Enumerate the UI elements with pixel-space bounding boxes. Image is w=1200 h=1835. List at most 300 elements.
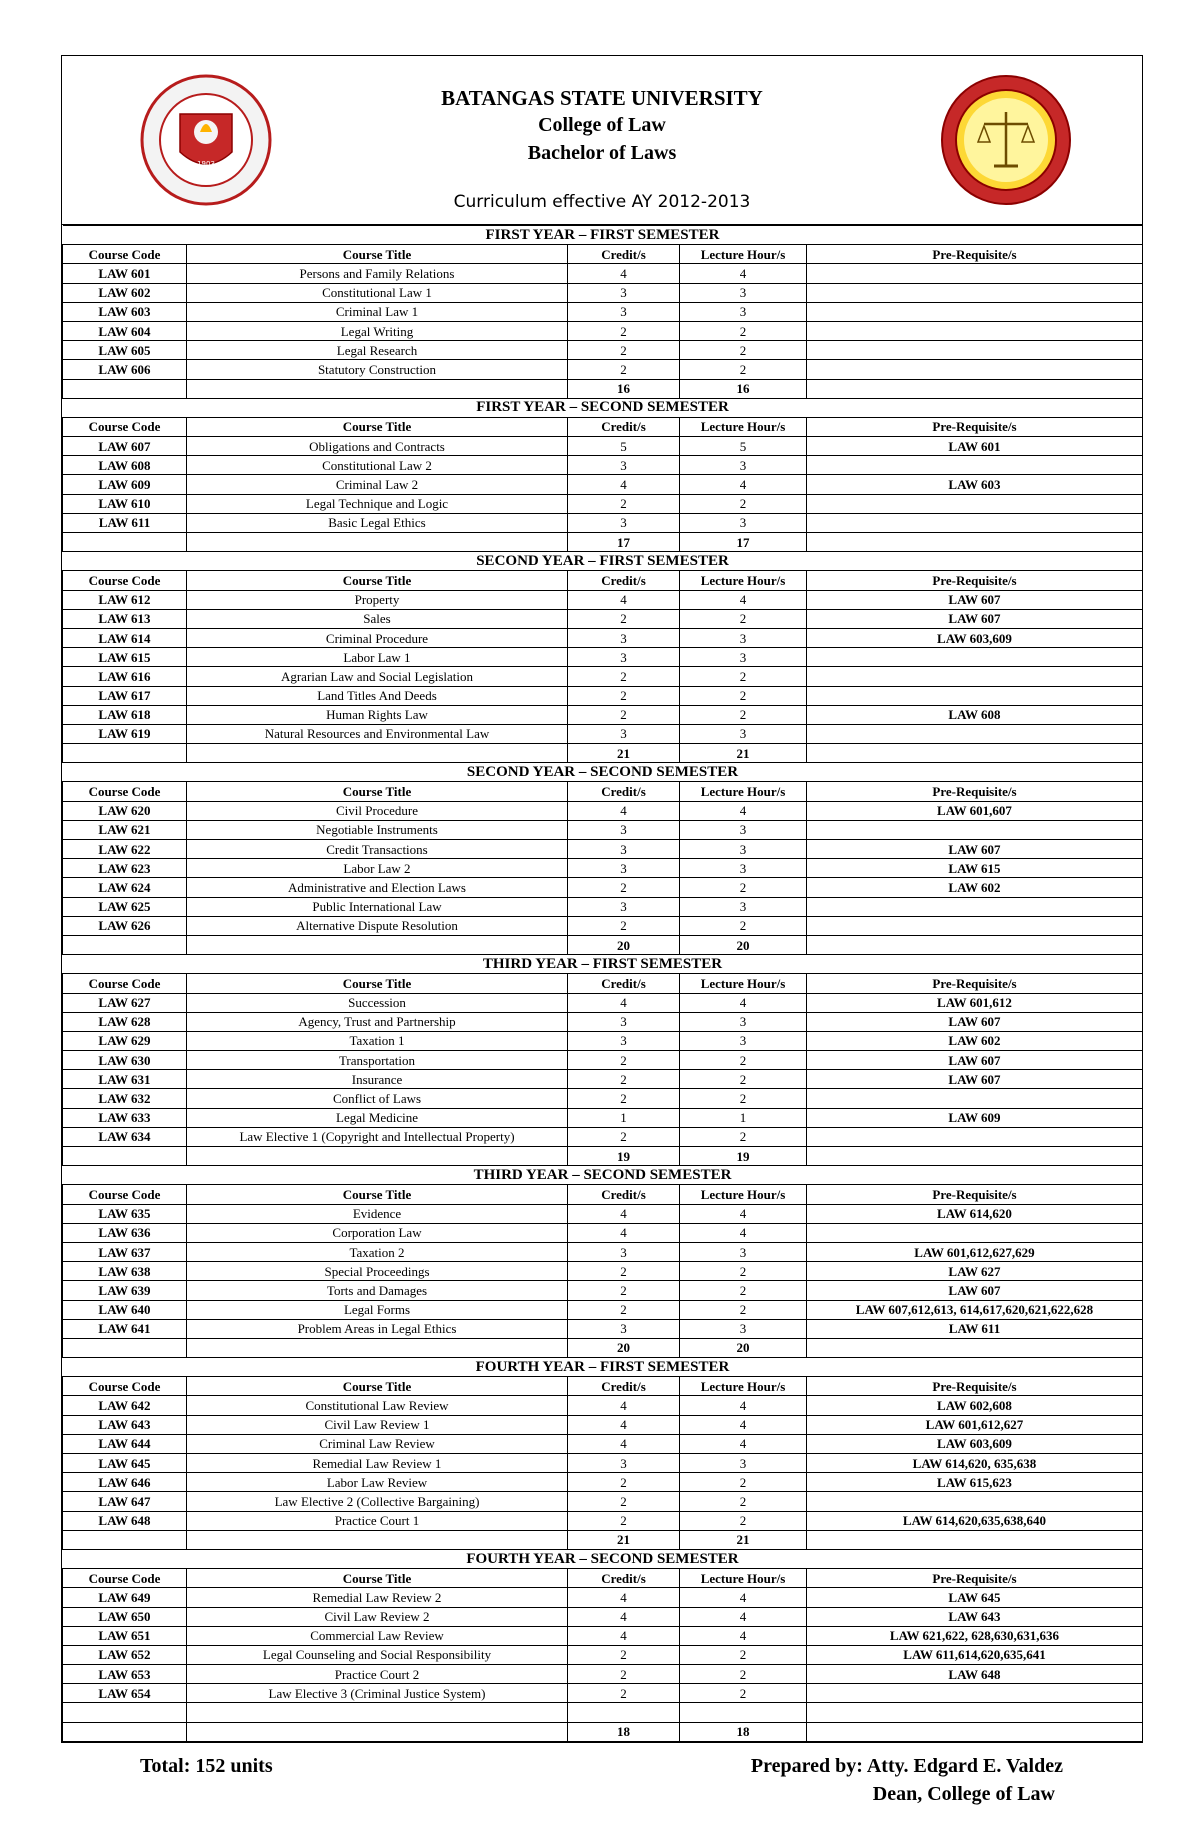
- total-blank: [187, 744, 568, 763]
- table-row: [63, 609, 1143, 628]
- credits: 2: [568, 1473, 680, 1492]
- prerequisites: [807, 494, 1143, 513]
- credits: 4: [568, 1626, 680, 1645]
- lecture-hours: 2: [680, 1665, 807, 1684]
- table-row: [63, 1588, 1143, 1607]
- total-hours: 20: [680, 935, 807, 954]
- table-row: [63, 513, 1143, 532]
- course-code: LAW 648: [63, 1511, 187, 1530]
- semester-title: FOURTH YEAR – FIRST SEMESTER: [63, 1358, 1143, 1377]
- course-title: Torts and Damages: [187, 1281, 568, 1300]
- credits: 3: [568, 283, 680, 302]
- column-header-course-code: Course Code: [63, 782, 187, 801]
- course-title: Public International Law: [187, 897, 568, 916]
- lecture-hours: 2: [680, 1051, 807, 1070]
- semester-total-row: [63, 1722, 1143, 1741]
- course-code: LAW 620: [63, 801, 187, 820]
- column-header-prerequisites: Pre-Requisite/s: [807, 974, 1143, 993]
- table-row: [63, 1511, 1143, 1530]
- semester-title-row: [63, 398, 1143, 417]
- course-title: Taxation 1: [187, 1031, 568, 1050]
- table-row: [63, 1127, 1143, 1146]
- course-code: LAW 611: [63, 513, 187, 532]
- table-row: [63, 1434, 1143, 1453]
- lecture-hours: 2: [680, 360, 807, 379]
- column-header-lecture-hours: Lecture Hour/s: [680, 245, 807, 264]
- prerequisites: LAW 603,609: [807, 1434, 1143, 1453]
- credits: 2: [568, 1281, 680, 1300]
- lecture-hours: 2: [680, 321, 807, 340]
- course-code: LAW 605: [63, 341, 187, 360]
- column-header-prerequisites: Pre-Requisite/s: [807, 1185, 1143, 1204]
- prerequisites: [807, 360, 1143, 379]
- course-title: Legal Writing: [187, 321, 568, 340]
- prerequisites: LAW 608: [807, 705, 1143, 724]
- course-code: LAW 638: [63, 1262, 187, 1281]
- semester-title: FIRST YEAR – SECOND SEMESTER: [63, 398, 1143, 417]
- semester-title-row: [63, 1549, 1143, 1568]
- course-code: LAW 639: [63, 1281, 187, 1300]
- lecture-hours: 3: [680, 1242, 807, 1261]
- lecture-hours: 3: [680, 1454, 807, 1473]
- credits: 3: [568, 724, 680, 743]
- prerequisites: LAW 621,622, 628,630,631,636: [807, 1626, 1143, 1645]
- course-title: Natural Resources and Environmental Law: [187, 724, 568, 743]
- prerequisites: LAW 614,620, 635,638: [807, 1454, 1143, 1473]
- semester-title-row: [63, 226, 1143, 245]
- total-blank: [807, 935, 1143, 954]
- credits: 4: [568, 1223, 680, 1242]
- course-title: Succession: [187, 993, 568, 1012]
- column-header-row: [63, 1377, 1143, 1396]
- prerequisites: LAW 645: [807, 1588, 1143, 1607]
- lecture-hours: 2: [680, 1300, 807, 1319]
- course-code: LAW 635: [63, 1204, 187, 1223]
- course-title: Basic Legal Ethics: [187, 513, 568, 532]
- credits: 2: [568, 1645, 680, 1664]
- table-row: [63, 1626, 1143, 1645]
- column-header-course-code: Course Code: [63, 1569, 187, 1588]
- lecture-hours: 4: [680, 1434, 807, 1453]
- column-header-prerequisites: Pre-Requisite/s: [807, 1377, 1143, 1396]
- prerequisites: LAW 607: [807, 840, 1143, 859]
- lecture-hours: 3: [680, 840, 807, 859]
- table-row: [63, 1051, 1143, 1070]
- course-code: LAW 631: [63, 1070, 187, 1089]
- column-header-row: [63, 782, 1143, 801]
- credits: 3: [568, 1319, 680, 1338]
- lecture-hours: 2: [680, 609, 807, 628]
- table-row: [63, 1665, 1143, 1684]
- lecture-hours: 4: [680, 264, 807, 283]
- course-code: LAW 629: [63, 1031, 187, 1050]
- prerequisites: [807, 302, 1143, 321]
- credits: 2: [568, 667, 680, 686]
- total-units: Total: 152 units: [140, 1755, 273, 1777]
- course-title: Taxation 2: [187, 1242, 568, 1261]
- table-row: [63, 1262, 1143, 1281]
- column-header-row: [63, 571, 1143, 590]
- course-title: Law Elective 3 (Criminal Justice System): [187, 1684, 568, 1703]
- course-code: LAW 630: [63, 1051, 187, 1070]
- lecture-hours: 4: [680, 1588, 807, 1607]
- credits: 2: [568, 686, 680, 705]
- course-title: Law Elective 2 (Collective Bargaining): [187, 1492, 568, 1511]
- course-code: LAW 636: [63, 1223, 187, 1242]
- total-credits: 19: [568, 1147, 680, 1166]
- course-code: LAW 625: [63, 897, 187, 916]
- credits: 2: [568, 705, 680, 724]
- table-row: [63, 1223, 1143, 1242]
- credits: 3: [568, 820, 680, 839]
- table-row: [63, 456, 1143, 475]
- table-row: [63, 360, 1143, 379]
- total-hours: 16: [680, 379, 807, 398]
- course-title: Property: [187, 590, 568, 609]
- course-code: LAW 647: [63, 1492, 187, 1511]
- prerequisites: LAW 602: [807, 878, 1143, 897]
- column-header-prerequisites: Pre-Requisite/s: [807, 245, 1143, 264]
- total-blank: [187, 1722, 568, 1741]
- table-row: [63, 1300, 1143, 1319]
- lecture-hours: 2: [680, 1127, 807, 1146]
- course-title: Agrarian Law and Social Legislation: [187, 667, 568, 686]
- total-credits: 20: [568, 935, 680, 954]
- degree-name: Bachelor of Laws: [527, 142, 677, 164]
- credits: 2: [568, 341, 680, 360]
- table-row: [63, 1645, 1143, 1664]
- total-blank: [187, 1147, 568, 1166]
- lecture-hours: 3: [680, 1031, 807, 1050]
- table-row: [63, 437, 1143, 456]
- total-credits: 17: [568, 533, 680, 552]
- course-code: LAW 609: [63, 475, 187, 494]
- prerequisites: LAW 614,620,635,638,640: [807, 1511, 1143, 1530]
- total-blank: [187, 1530, 568, 1549]
- lecture-hours: 3: [680, 513, 807, 532]
- total-blank: [807, 379, 1143, 398]
- table-row: [63, 1684, 1143, 1703]
- course-title: Legal Forms: [187, 1300, 568, 1319]
- preparer-position: Dean, College of Law: [872, 1783, 1055, 1805]
- semester-title: FIRST YEAR – FIRST SEMESTER: [63, 226, 1143, 245]
- course-title: Sales: [187, 609, 568, 628]
- table-row: [63, 1108, 1143, 1127]
- table-row: [63, 1607, 1143, 1626]
- table-row: [63, 916, 1143, 935]
- course-title: Legal Research: [187, 341, 568, 360]
- total-blank: [187, 1338, 568, 1357]
- lecture-hours: 4: [680, 475, 807, 494]
- table-row: [63, 1415, 1143, 1434]
- course-title: Conflict of Laws: [187, 1089, 568, 1108]
- table-row: [63, 302, 1143, 321]
- total-blank: [807, 1147, 1143, 1166]
- table-row: [63, 897, 1143, 916]
- column-header-credits: Credit/s: [568, 1185, 680, 1204]
- lecture-hours: 4: [680, 1223, 807, 1242]
- lecture-hours: 2: [680, 1684, 807, 1703]
- prerequisites: [807, 1089, 1143, 1108]
- course-title: [187, 1703, 568, 1722]
- prepared-by: Prepared by: Atty. Edgard E. Valdez: [750, 1755, 1063, 1777]
- credits: 4: [568, 475, 680, 494]
- svg-text:1903: 1903: [197, 160, 215, 168]
- semester-title: SECOND YEAR – FIRST SEMESTER: [63, 552, 1143, 571]
- course-code: LAW 619: [63, 724, 187, 743]
- course-code: LAW 626: [63, 916, 187, 935]
- course-title: Practice Court 1: [187, 1511, 568, 1530]
- column-header-prerequisites: Pre-Requisite/s: [807, 417, 1143, 436]
- table-row: [63, 1242, 1143, 1261]
- table-row: [63, 1319, 1143, 1338]
- column-header-course-title: Course Title: [187, 974, 568, 993]
- course-title: Transportation: [187, 1051, 568, 1070]
- prerequisites: LAW 615: [807, 859, 1143, 878]
- prerequisites: LAW 615,623: [807, 1473, 1143, 1492]
- table-row: [63, 801, 1143, 820]
- credits: 4: [568, 264, 680, 283]
- credits: 4: [568, 1415, 680, 1434]
- curriculum-table-body: [63, 226, 1143, 1742]
- total-credits: 21: [568, 744, 680, 763]
- column-header-lecture-hours: Lecture Hour/s: [680, 974, 807, 993]
- column-header-prerequisites: Pre-Requisite/s: [807, 1569, 1143, 1588]
- course-code: LAW 612: [63, 590, 187, 609]
- prerequisites: LAW 609: [807, 1108, 1143, 1127]
- total-hours: 17: [680, 533, 807, 552]
- lecture-hours: 2: [680, 705, 807, 724]
- credits: 2: [568, 1262, 680, 1281]
- course-code: LAW 623: [63, 859, 187, 878]
- prerequisites: [807, 1684, 1143, 1703]
- course-title: Special Proceedings: [187, 1262, 568, 1281]
- column-header-row: [63, 417, 1143, 436]
- column-header-course-code: Course Code: [63, 571, 187, 590]
- credits: 3: [568, 628, 680, 647]
- prerequisites: LAW 607,612,613, 614,617,620,621,622,628: [807, 1300, 1143, 1319]
- prerequisites: LAW 601: [807, 437, 1143, 456]
- prerequisites: [807, 686, 1143, 705]
- column-header-credits: Credit/s: [568, 417, 680, 436]
- prerequisites: LAW 643: [807, 1607, 1143, 1626]
- column-header-credits: Credit/s: [568, 1569, 680, 1588]
- course-title: Persons and Family Relations: [187, 264, 568, 283]
- table-row: [63, 1454, 1143, 1473]
- prerequisites: LAW 602: [807, 1031, 1143, 1050]
- credits: 3: [568, 859, 680, 878]
- credits: 2: [568, 360, 680, 379]
- prerequisites: LAW 607: [807, 1012, 1143, 1031]
- course-code: LAW 604: [63, 321, 187, 340]
- column-header-course-title: Course Title: [187, 1377, 568, 1396]
- table-row: [63, 1089, 1143, 1108]
- column-header-credits: Credit/s: [568, 782, 680, 801]
- prerequisites: LAW 627: [807, 1262, 1143, 1281]
- course-title: Criminal Law 1: [187, 302, 568, 321]
- lecture-hours: 3: [680, 456, 807, 475]
- course-code: LAW 644: [63, 1434, 187, 1453]
- table-row: [63, 494, 1143, 513]
- course-code: LAW 606: [63, 360, 187, 379]
- lecture-hours: 4: [680, 590, 807, 609]
- prerequisites: LAW 648: [807, 1665, 1143, 1684]
- course-title: Credit Transactions: [187, 840, 568, 859]
- lecture-hours: 2: [680, 916, 807, 935]
- table-row: [63, 475, 1143, 494]
- credits: 4: [568, 1607, 680, 1626]
- semester-title: THIRD YEAR – SECOND SEMESTER: [63, 1166, 1143, 1185]
- lecture-hours: 5: [680, 437, 807, 456]
- prerequisites: LAW 601,612,627,629: [807, 1242, 1143, 1261]
- credits: 2: [568, 1684, 680, 1703]
- column-header-row: [63, 974, 1143, 993]
- prerequisites: [807, 456, 1143, 475]
- lecture-hours: 3: [680, 628, 807, 647]
- column-header-credits: Credit/s: [568, 571, 680, 590]
- credits: 3: [568, 456, 680, 475]
- total-blank: [807, 1722, 1143, 1741]
- lecture-hours: 4: [680, 1626, 807, 1645]
- course-code: LAW 608: [63, 456, 187, 475]
- table-row: [63, 628, 1143, 647]
- credits: 2: [568, 1089, 680, 1108]
- course-title: Insurance: [187, 1070, 568, 1089]
- table-row: [63, 1031, 1143, 1050]
- prerequisites: LAW 611: [807, 1319, 1143, 1338]
- course-title: Corporation Law: [187, 1223, 568, 1242]
- total-blank: [63, 533, 187, 552]
- course-code: LAW 627: [63, 993, 187, 1012]
- course-code: LAW 633: [63, 1108, 187, 1127]
- lecture-hours: 3: [680, 859, 807, 878]
- column-header-course-title: Course Title: [187, 782, 568, 801]
- semester-title: SECOND YEAR – SECOND SEMESTER: [63, 763, 1143, 782]
- table-row: [63, 341, 1143, 360]
- course-code: LAW 613: [63, 609, 187, 628]
- table-row: [63, 264, 1143, 283]
- course-code: LAW 624: [63, 878, 187, 897]
- course-title: Problem Areas in Legal Ethics: [187, 1319, 568, 1338]
- course-title: Remedial Law Review 2: [187, 1588, 568, 1607]
- semester-title-row: [63, 955, 1143, 974]
- credits: 2: [568, 1127, 680, 1146]
- credits: 3: [568, 648, 680, 667]
- total-credits: 16: [568, 379, 680, 398]
- credits: 2: [568, 1665, 680, 1684]
- table-row: [63, 1473, 1143, 1492]
- credits: 4: [568, 590, 680, 609]
- column-header-lecture-hours: Lecture Hour/s: [680, 1185, 807, 1204]
- total-blank: [187, 533, 568, 552]
- credits: 2: [568, 1070, 680, 1089]
- table-row: [63, 820, 1143, 839]
- lecture-hours: 2: [680, 494, 807, 513]
- course-code: LAW 641: [63, 1319, 187, 1338]
- course-code: LAW 634: [63, 1127, 187, 1146]
- table-row: [63, 1281, 1143, 1300]
- lecture-hours: 4: [680, 1396, 807, 1415]
- course-code: LAW 628: [63, 1012, 187, 1031]
- course-code: LAW 614: [63, 628, 187, 647]
- course-code: LAW 615: [63, 648, 187, 667]
- column-header-course-code: Course Code: [63, 974, 187, 993]
- total-blank: [807, 1530, 1143, 1549]
- table-row: [63, 1703, 1143, 1722]
- course-title: Criminal Law 2: [187, 475, 568, 494]
- prerequisites: [807, 321, 1143, 340]
- course-code: LAW 621: [63, 820, 187, 839]
- prerequisites: [807, 1703, 1143, 1722]
- semester-title: THIRD YEAR – FIRST SEMESTER: [63, 955, 1143, 974]
- lecture-hours: 2: [680, 1473, 807, 1492]
- column-header-lecture-hours: Lecture Hour/s: [680, 571, 807, 590]
- course-title: Commercial Law Review: [187, 1626, 568, 1645]
- lecture-hours: 3: [680, 897, 807, 916]
- course-title: Obligations and Contracts: [187, 437, 568, 456]
- semester-title-row: [63, 552, 1143, 571]
- course-title: Civil Law Review 2: [187, 1607, 568, 1626]
- lecture-hours: 2: [680, 878, 807, 897]
- course-title: Agency, Trust and Partnership: [187, 1012, 568, 1031]
- course-code: LAW 645: [63, 1454, 187, 1473]
- column-header-credits: Credit/s: [568, 245, 680, 264]
- table-row: [63, 859, 1143, 878]
- prerequisites: LAW 601,607: [807, 801, 1143, 820]
- course-title: Civil Law Review 1: [187, 1415, 568, 1434]
- course-title: Land Titles And Deeds: [187, 686, 568, 705]
- credits: 2: [568, 1051, 680, 1070]
- total-blank: [187, 935, 568, 954]
- column-header-course-code: Course Code: [63, 1185, 187, 1204]
- lecture-hours: 2: [680, 1089, 807, 1108]
- total-blank: [63, 379, 187, 398]
- table-row: [63, 667, 1143, 686]
- table-row: [63, 840, 1143, 859]
- column-header-course-code: Course Code: [63, 245, 187, 264]
- course-code: LAW 602: [63, 283, 187, 302]
- prerequisites: LAW 601,612: [807, 993, 1143, 1012]
- lecture-hours: 2: [680, 1645, 807, 1664]
- course-code: LAW 646: [63, 1473, 187, 1492]
- course-title: Labor Law Review: [187, 1473, 568, 1492]
- semester-total-row: [63, 1338, 1143, 1357]
- prerequisites: [807, 820, 1143, 839]
- university-name: BATANGAS STATE UNIVERSITY: [441, 86, 763, 110]
- semester-total-row: [63, 379, 1143, 398]
- table-row: [63, 1396, 1143, 1415]
- curriculum-table: [62, 225, 1143, 1742]
- lecture-hours: 4: [680, 1607, 807, 1626]
- lecture-hours: 2: [680, 1070, 807, 1089]
- prerequisites: [807, 667, 1143, 686]
- course-title: Negotiable Instruments: [187, 820, 568, 839]
- credits: [568, 1703, 680, 1722]
- course-code: LAW 617: [63, 686, 187, 705]
- semester-total-row: [63, 533, 1143, 552]
- course-title: Law Elective 1 (Copyright and Intellectual Property): [187, 1127, 568, 1146]
- lecture-hours: 2: [680, 1281, 807, 1300]
- course-code: LAW 618: [63, 705, 187, 724]
- course-title: Labor Law 2: [187, 859, 568, 878]
- course-code: LAW 607: [63, 437, 187, 456]
- semester-total-row: [63, 744, 1143, 763]
- lecture-hours: 2: [680, 667, 807, 686]
- course-title: Civil Procedure: [187, 801, 568, 820]
- prerequisites: LAW 603: [807, 475, 1143, 494]
- course-code: LAW 653: [63, 1665, 187, 1684]
- course-code: LAW 603: [63, 302, 187, 321]
